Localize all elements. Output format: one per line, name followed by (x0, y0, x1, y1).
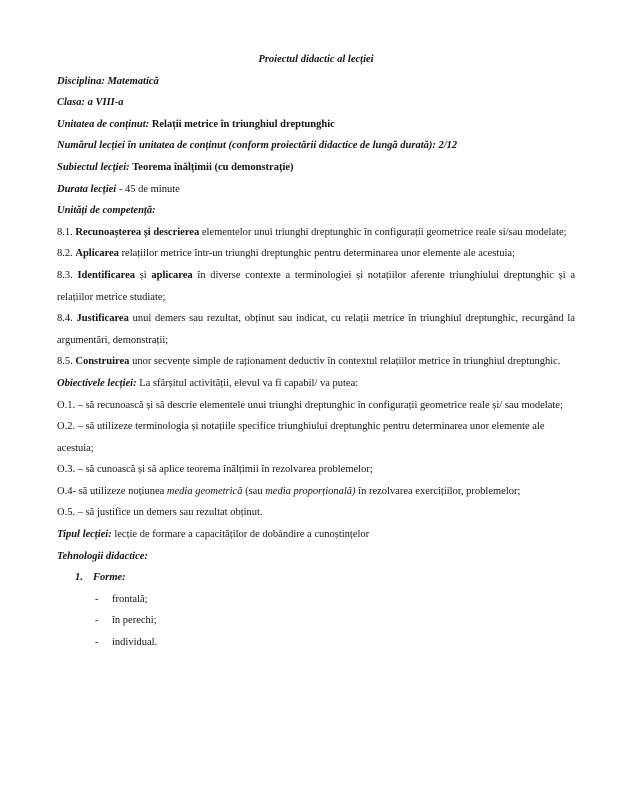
field-tipul-lectiei (57, 524, 575, 546)
heading-obiectivele-intro: La sfârșitul activității, elevul va fi capabil/ va putea: (139, 377, 359, 389)
list-item-individual-text: individual. (112, 637, 158, 649)
heading-unitati-text: Unități de competență: (57, 205, 156, 217)
competency-8-5-keyword: Construirea (75, 356, 130, 368)
objective-o-4-mid: (sau (242, 485, 266, 497)
list-item-forme-label: Forme: (93, 572, 126, 584)
competency-8-1 (57, 222, 575, 244)
competency-8-3 (57, 265, 575, 308)
field-durata-label: Durata lecției (57, 183, 117, 195)
objective-o-4-term-1: media geometrică (166, 485, 243, 497)
competency-8-5-number: 8.5. (57, 356, 76, 368)
list-item-forme (57, 567, 575, 589)
competency-8-2-keyword: Aplicarea (75, 248, 119, 260)
competency-8-1-number: 8.1. (57, 226, 76, 238)
field-clasa-text: Clasa: a VIII-a (57, 97, 124, 109)
competency-8-3-conjunction: și (135, 269, 152, 281)
field-unitatea-label: Unitatea de conținut: (57, 118, 152, 130)
competency-8-4-text: unui demers sau rezultat, obținut sau indicat, cu relații metrice în triunghiul dreptunghic, recurgând la argumentări, demonstrații; (57, 313, 576, 346)
objective-o-4-term-2: media proporțională) (265, 485, 356, 497)
competency-8-2 (57, 243, 575, 265)
field-numarul-text: Numărul lecției în unitatea de conținut (conform proiectării didactice de lungă durată): 2/12 (57, 140, 458, 152)
objective-o-5: O.5. – să justifice un demers sau rezultat obținut. (57, 507, 263, 519)
list-item-frontala (57, 589, 575, 611)
field-unitatea-value: Relații metrice în triunghiul dreptunghic (151, 118, 335, 130)
field-disciplina (57, 71, 575, 93)
field-subiectul-label: Subiectul lecției: (57, 161, 133, 173)
heading-tehnologii-text: Tehnologii didactice: (57, 550, 148, 562)
field-durata-value: - 45 de minute (116, 183, 180, 195)
field-disciplina-text: Disciplina: Matematică (57, 75, 159, 87)
list-item-in-perechi (57, 610, 575, 632)
competency-8-5 (57, 351, 575, 373)
list-item-frontala-text: frontală; (112, 593, 148, 605)
field-tipul-value: lecție de formare a capacităților de dobândire a cunoștințelor (114, 529, 370, 541)
competency-8-1-text: elementelor unui triunghi dreptunghic în configurații geometrice reale si/sau modelate; (199, 226, 567, 238)
competency-8-4-keyword: Justificarea (76, 313, 129, 325)
field-tipul-label: Tipul lecției: (57, 529, 115, 541)
list-item-forme-number: 1. (75, 572, 83, 584)
heading-tehnologii (57, 546, 575, 568)
competency-8-1-keyword: Recunoașterea și descrierea (75, 226, 200, 238)
objective-o-3: O.3. – să cunoască și să aplice teorema înălțimii în rezolvarea problemelor; (57, 464, 373, 476)
objective-o-2: O.2. – să utilizeze terminologia și notațiile specifice triunghiului dreptunghic pentru determinarea unor elemente ale acestuia; (57, 421, 545, 454)
dash-bullet: - (95, 593, 99, 605)
document-title: Proiectul didactic al lecției (258, 54, 374, 65)
objective-o-1: O.1. – să recunoască și să descrie elementele unui triunghi dreptunghic în configurații geometrice reale și/ sau modelate; (57, 399, 563, 411)
objective-o-4 (57, 481, 575, 503)
competency-8-3-keyword-1: Identificarea (77, 269, 135, 281)
dash-bullet: - (95, 637, 99, 649)
field-subiectul-value: Teorema înălțimii (cu demonstrație) (132, 161, 294, 173)
list-item-in-perechi-text: în perechi; (112, 615, 157, 627)
competency-8-5-text: unor secvențe simple de raționament deductiv în contextul relațiilor metrice în triunghiul dreptunghic. (129, 356, 561, 368)
competency-8-2-number: 8.2. (57, 248, 76, 260)
heading-obiectivele-label: Obiectivele lecției: (57, 377, 140, 389)
objective-o-4-post: în rezolvarea exercițiilor, problemelor; (355, 485, 521, 497)
heading-unitati-competenta (57, 200, 575, 222)
field-numarul-lectiei (57, 135, 575, 157)
objective-o-4-pre: O.4- să utilizeze noțiunea (57, 485, 167, 497)
competency-8-4-number: 8.4. (57, 313, 77, 325)
field-clasa (57, 92, 575, 114)
competency-8-3-text: în diverse contexte a terminologiei și notațiilor aferente triunghiului dreptunghic și a relațiilor metrice studiate; (57, 269, 575, 303)
competency-8-3-number: 8.3. (57, 269, 78, 281)
field-unitatea (57, 114, 575, 136)
heading-obiectivele (57, 373, 575, 395)
field-durata (57, 179, 575, 201)
dash-bullet: - (95, 615, 99, 627)
competency-8-4 (57, 308, 575, 351)
list-item-individual (57, 632, 575, 654)
field-subiectul (57, 157, 575, 179)
competency-8-2-text: relațiilor metrice într-un triunghi dreptunghic pentru determinarea unor elemente ale acestuia; (118, 248, 515, 260)
competency-8-3-keyword-2: aplicarea (151, 269, 193, 281)
